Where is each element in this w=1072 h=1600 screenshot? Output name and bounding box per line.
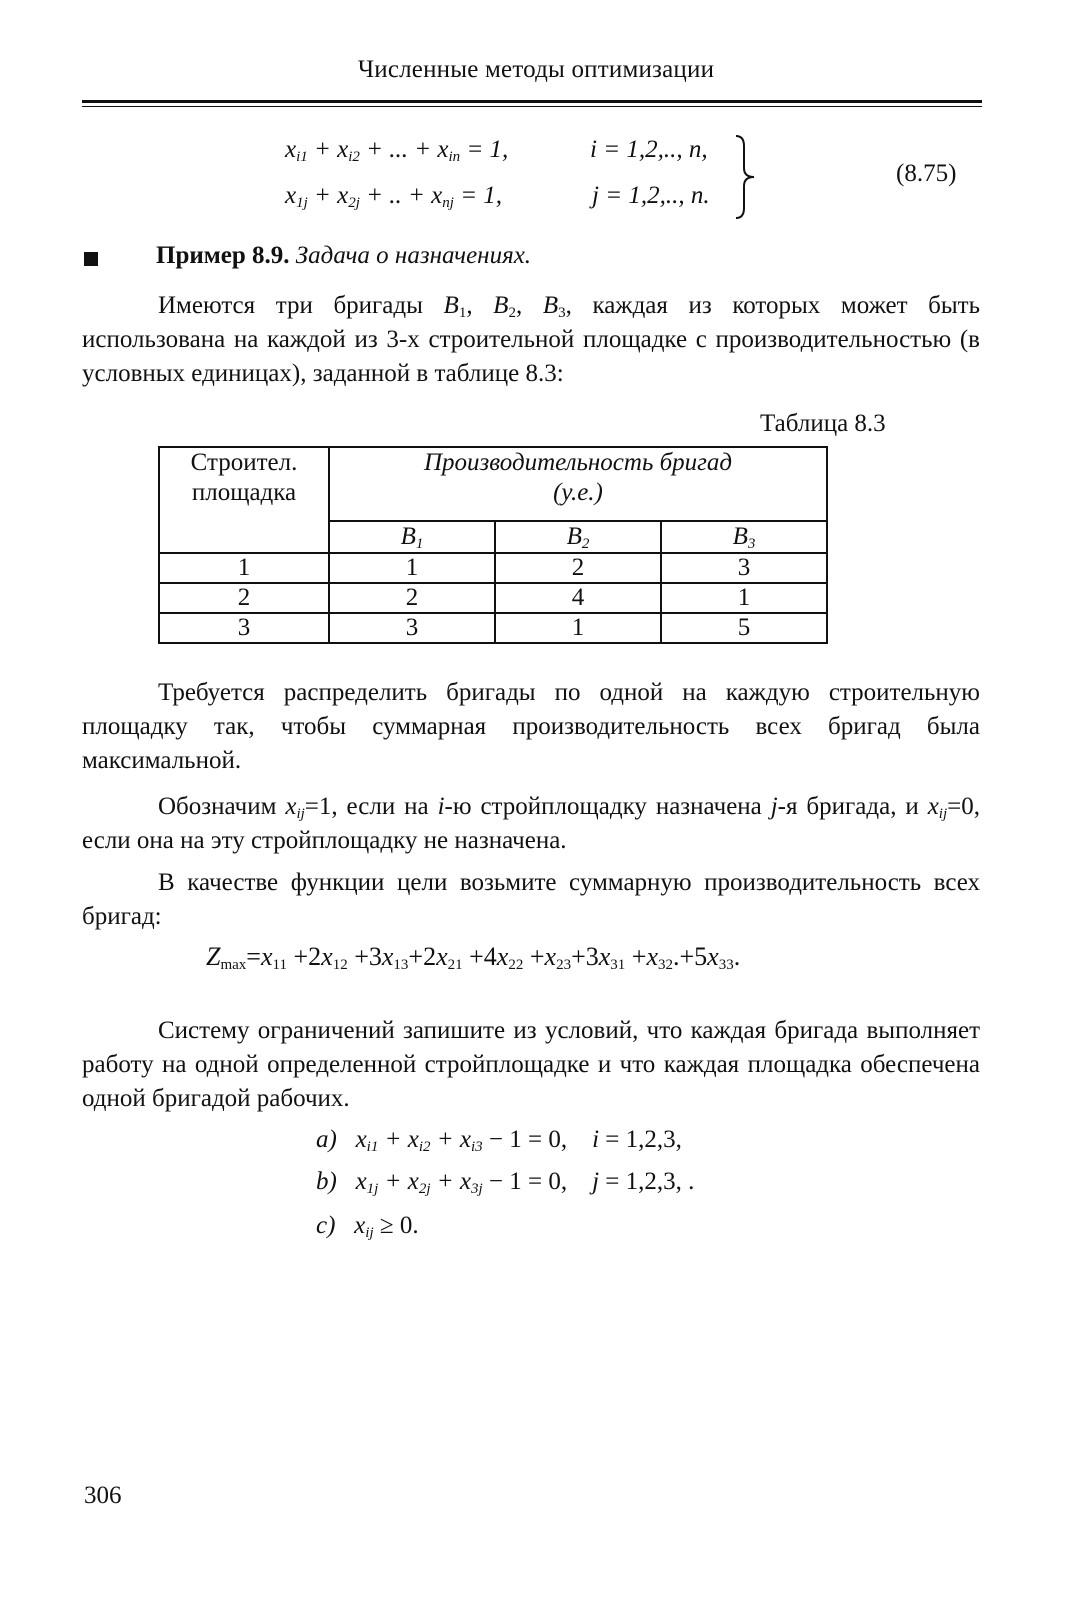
paragraph-intro: Имеются три бригады $B_1$, $B_2$, $B_3$, каждая из которых может быть использована на каждой из 3-х строительной площадке с производительностью (в условных единицах), заданной в таблице 8.3: — [82, 292, 981, 387]
table-header-b2: $B_2$ — [495, 521, 661, 553]
example-label: Пример 8.9. — [156, 242, 290, 269]
equation-line-2: $x_{1j} + x_{2j}$ + .. + $x_{nj} = 1$, — [285, 182, 503, 211]
header-site-line2: площадка — [191, 479, 297, 506]
table-header-b3: $B_3$ — [661, 521, 827, 553]
equation-number: (8.75) — [896, 160, 957, 187]
header-prod-line2: (у.е.) — [553, 479, 603, 506]
running-header: Численные методы оптимизации — [357, 56, 715, 83]
paragraph-constraints-intro — [82, 1014, 980, 1116]
constraint-a: a) $x_{i1} + x_{i2} + x_{i3} - 1 = 0$, i = 1,2,3, — [316, 1126, 682, 1155]
page-number: 306 — [84, 1482, 122, 1509]
header-rule-thin — [82, 106, 982, 107]
equation-condition-2: j = 1,2,.., n. — [592, 182, 710, 209]
table-cell: 2 — [159, 583, 329, 613]
table-cell: 1 — [661, 583, 827, 613]
table-cell: 2 — [329, 583, 495, 613]
table-cell: 2 — [495, 553, 661, 583]
table-cell: 3 — [159, 613, 329, 643]
header-prod-line1: Производительность бригад — [423, 449, 733, 476]
right-brace — [732, 134, 760, 220]
bullet-square — [84, 252, 98, 266]
table-cell: 3 — [661, 553, 827, 583]
table-caption: Таблица 8.3 — [760, 410, 886, 437]
objective-function: $Z_{max}=x_{11} +2x_{12} +3x_{13}+2x_{21} +4x_{22} +x_{23}+3x_{31} +x_{32}.+5x_{33}$. — [206, 942, 741, 973]
example-title: Задача о назначениях. — [295, 242, 532, 269]
equation-line-1: $x_{i1} + x_{i2}$ + ... + $x_{in} = 1$, — [285, 136, 509, 165]
paragraph-constraints-intro-text: Систему ограничений запишите из условий, что каждая бригада выполняет работу на одной определенной стройплощадке и что каждая площадка обеспечена одной бригадой рабочих. — [82, 1017, 980, 1112]
paragraph-objective-intro — [82, 866, 980, 934]
paragraph-requirement — [82, 676, 980, 778]
paragraph-notation: Обозначим $x_{ij}=1$, если на i-ю стройплощадку назначена j-я бригада, и $x_{ij}=0$, если она на эту стройплощадку не назначена. — [82, 793, 980, 854]
equation-condition-1: i = 1,2,.., n, — [590, 136, 708, 163]
table-row — [159, 553, 827, 583]
constraint-b: b) $x_{1j} + x_{2j} + x_{3j} - 1 = 0$, j = 1,2,3, . — [316, 1168, 695, 1197]
table-header-b1: $B_1$ — [329, 521, 495, 553]
paragraph-objective-intro-text: В качестве функции цели возьмите суммарную производительность всех бригад: — [82, 869, 980, 930]
table-row — [159, 583, 827, 613]
table-cell: 3 — [329, 613, 495, 643]
table-cell: 5 — [661, 613, 827, 643]
header-rule-thick — [82, 100, 982, 103]
table-cell: 1 — [159, 553, 329, 583]
header-site-line1: Строител. — [190, 449, 298, 476]
constraint-c: c) $x_{ij} \ge 0$. — [316, 1212, 419, 1241]
example-heading — [156, 242, 531, 270]
table-header-site — [159, 447, 329, 553]
table-row — [159, 613, 827, 643]
table-header-productivity — [329, 447, 827, 521]
paragraph-requirement-text: Требуется распределить бригады по одной на каждую строительную площадку так, чтобы суммарная производительность всех бригад была максимальной. — [82, 679, 980, 774]
table-cell: 4 — [495, 583, 661, 613]
table-cell: 1 — [329, 553, 495, 583]
productivity-table — [158, 446, 828, 644]
table-cell: 1 — [495, 613, 661, 643]
